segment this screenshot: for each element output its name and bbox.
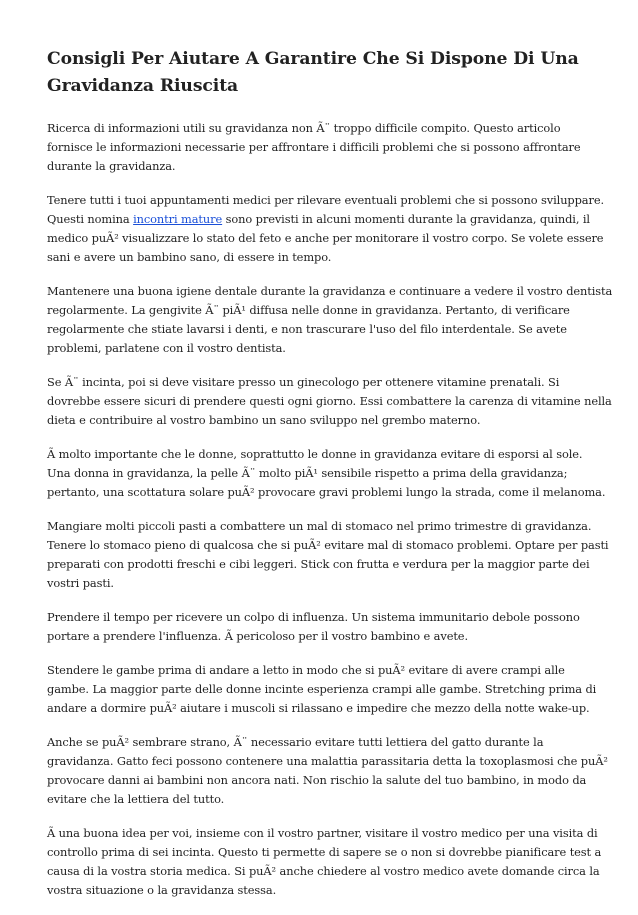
- paragraph-meals: [47, 517, 609, 593]
- text-line: Ã molto importante che le donne, soprattutto le donne in gravidanza evitare di esporsi al sole.: [47, 447, 583, 461]
- text-line: Anche se puÃ² sembrare strano, Ã¨ necessario evitare tutti lettiera del gatto durante la: [47, 735, 544, 749]
- text-line: dovrebbe essere sicuri di prendere questi ogni giorno. Essi combattere la carenza di vitamine nella: [47, 394, 612, 408]
- text-line: medico puÃ² visualizzare lo stato del feto e anche per monitorare il vostro corpo. Se volete essere: [47, 231, 604, 245]
- text-line: sani e avere un bambino sano, di essere in tempo.: [47, 250, 332, 264]
- text-line: vostri pasti.: [47, 576, 114, 590]
- document-page: [47, 46, 613, 915]
- paragraph-checkup: [47, 824, 602, 900]
- text-line: andare a dormire puÃ² aiutare i muscoli si rilassano e impedire che mezzo della notte wake-up.: [47, 701, 590, 715]
- text-line: evitare che la lettiera del tutto.: [47, 792, 225, 806]
- text-line: causa di la vostra storia medica. Si puÃ² anche chiedere al vostro medico avete domande circa la: [47, 864, 600, 878]
- text-line: pertanto, una scottatura solare puÃ² provocare gravi problemi lungo la strada, come il melanoma.: [47, 485, 606, 499]
- text-line: Prendere il tempo per ricevere un colpo di influenza. Un sistema immunitario debole possono: [47, 610, 580, 624]
- text-line: durante la gravidanza.: [47, 159, 176, 173]
- text-fragment: sono previsti in alcuni momenti durante la gravidanza, quindi, il: [222, 212, 590, 226]
- text-fragment: Questi nomina: [47, 212, 134, 226]
- text-line: Ã una buona idea per voi, insieme con il vostro partner, visitare il vostro medico per una visita di: [47, 826, 598, 840]
- text-line: Tenere lo stomaco pieno di qualcosa che si puÃ² evitare mal di stomaco problemi. Optare per pasti: [47, 538, 609, 552]
- text-line: gambe. La maggior parte delle donne incinte esperienza crampi alle gambe. Stretching prima di: [47, 682, 597, 696]
- document-title: [47, 46, 599, 100]
- paragraph-appointments: [47, 191, 605, 267]
- text-line: Mangiare molti piccoli pasti a combattere un mal di stomaco nel primo trimestre di gravidanza.: [47, 519, 592, 533]
- text-line: portare a prendere l'influenza. Ã pericoloso per il vostro bambino e avete.: [47, 629, 468, 643]
- paragraph-flu: [47, 608, 599, 646]
- text-line: dieta e contribuire al vostro bambino un sano sviluppo nel grembo materno.: [47, 413, 481, 427]
- text-line: Se Ã¨ incinta, poi si deve visitare presso un ginecologo per ottenere vitamine prenatali. Si: [47, 375, 560, 389]
- text-line: Una donna in gravidanza, la pelle Ã¨ molto piÃ¹ sensibile rispetto a prima della gravidanza;: [47, 466, 568, 480]
- text-line: Ricerca di informazioni utili su gravidanza non Ã¨ troppo difficile compito. Questo articolo: [47, 121, 561, 135]
- title-line: Consigli Per Aiutare A Garantire Che Si Dispone Di Una: [47, 49, 579, 69]
- text-line: vostra situazione o la gravidanza stessa.: [47, 883, 277, 897]
- paragraph-sun: [47, 445, 606, 502]
- text-line: preparati con prodotti freschi e cibi leggeri. Stick con frutta e verdura per la maggior parte dei: [47, 557, 590, 571]
- incontri-mature-link[interactable]: incontri mature: [133, 212, 223, 226]
- text-line-with-link: [47, 210, 599, 229]
- title-line: Gravidanza Riuscita: [47, 76, 239, 96]
- text-line: regolarmente. La gengivite Ã¨ piÃ¹ diffusa nelle donne in gravidanza. Pertanto, di verificare: [47, 303, 570, 317]
- text-line: gravidanza. Gatto feci possono contenere una malattia parassitaria detta la toxoplasmosi che puÃ²: [47, 754, 608, 768]
- text-line: Mantenere una buona igiene dentale durante la gravidanza e continuare a vedere il vostro dentista: [47, 284, 613, 298]
- paragraph-cramps: [47, 661, 599, 718]
- text-line: problemi, parlatene con il vostro dentista.: [47, 341, 286, 355]
- text-line: provocare danni ai bambini non ancora nati. Non rischio la salute del tuo bambino, in modo da: [47, 773, 587, 787]
- paragraph-dental: [47, 282, 613, 358]
- text-line: Stendere le gambe prima di andare a letto in modo che si puÃ² evitare di avere crampi alle: [47, 663, 565, 677]
- text-line: controllo prima di sei incinta. Questo ti permette di sapere se o non si dovrebbe pianificare test a: [47, 845, 602, 859]
- paragraph-intro: [47, 119, 599, 176]
- text-line: Tenere tutti i tuoi appuntamenti medici per rilevare eventuali problemi che si possono sviluppare.: [47, 193, 605, 207]
- text-line: regolarmente che stiate lavarsi i denti, e non trascurare l'uso del filo interdentale. Se avete: [47, 322, 567, 336]
- paragraph-cat-litter: [47, 733, 608, 809]
- paragraph-vitamins: [47, 373, 612, 430]
- text-line: fornisce le informazioni necessarie per affrontare i difficili problemi che si possono affrontare: [47, 140, 581, 154]
